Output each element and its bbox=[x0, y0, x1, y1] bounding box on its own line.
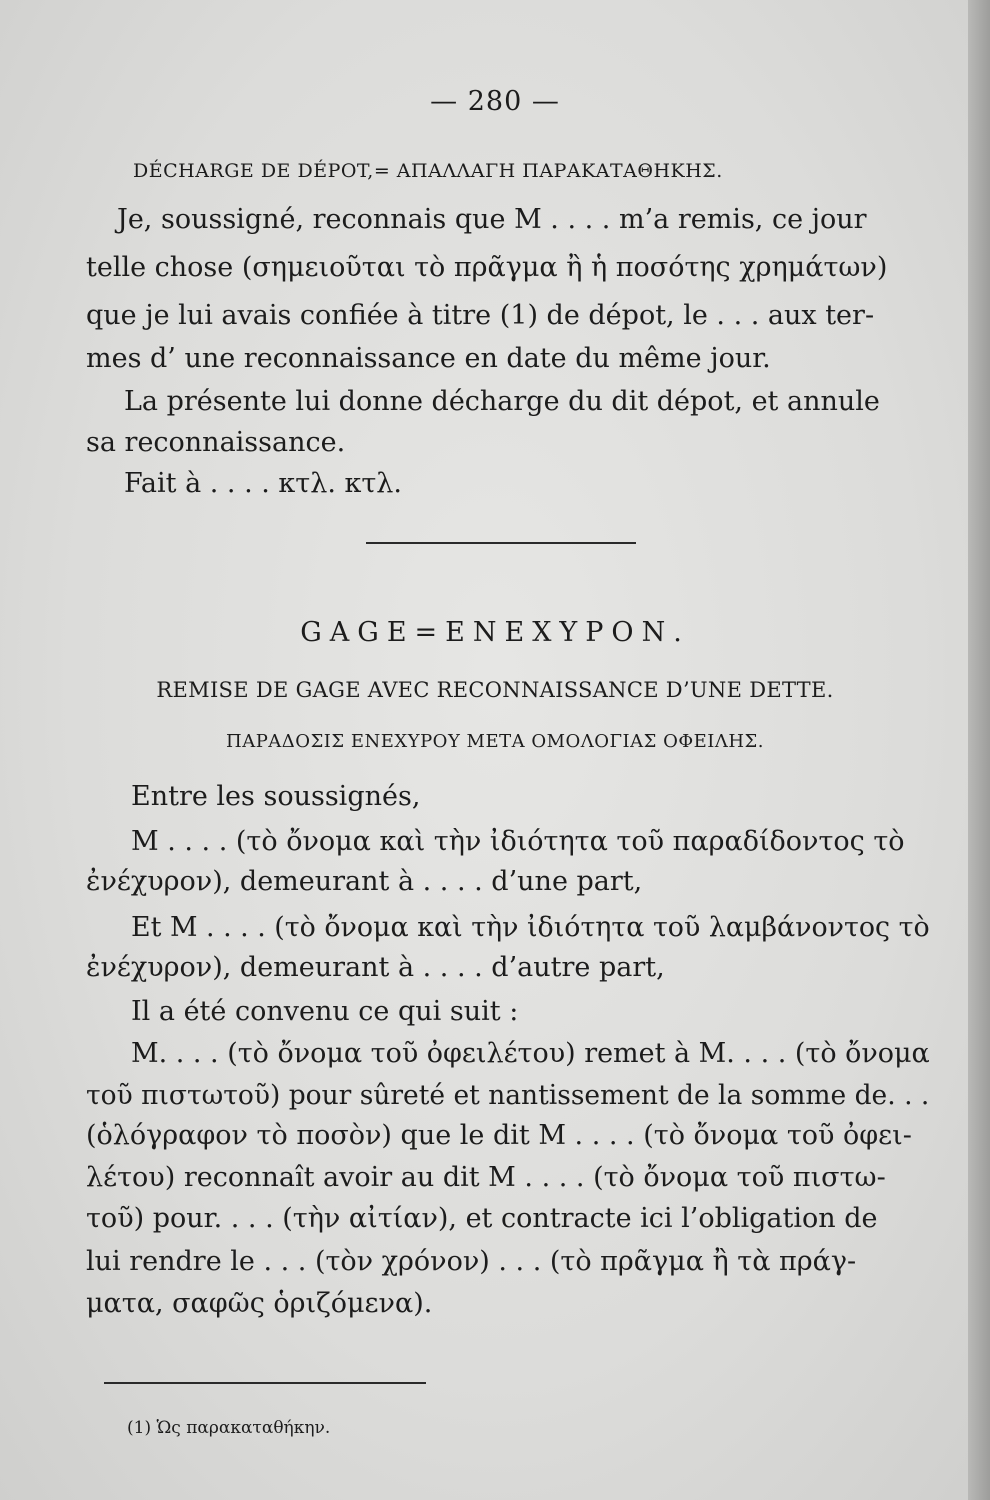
paragraph-line: sa reconnaissance. bbox=[86, 427, 346, 458]
section-title-gage: GAGE=ΕΝΕΧΥΡΟΝ. bbox=[300, 617, 690, 648]
paragraph-line: La présente lui donne décharge du dit dépot, et annule bbox=[124, 386, 880, 417]
paragraph-line: Je, soussigné, reconnais que M . . . . m’a remis, ce jour bbox=[117, 204, 867, 235]
paragraph-line: lui rendre le . . . (τὸν χρόνον) . . . (τὸ πρᾶγμα ἢ τὰ πράγ- bbox=[86, 1246, 857, 1277]
footnote-rule bbox=[104, 1382, 426, 1384]
paragraph-line: τοῦ) pour. . . . (τὴν αἰτίαν), et contracte ici l’obligation de bbox=[86, 1203, 878, 1234]
paragraph-line: ἐνέχυρον), demeurant à . . . . d’autre part, bbox=[86, 952, 665, 983]
section-subtitle: REMISE DE GAGE AVEC RECONNAISSANCE D’UNE DETTE. bbox=[156, 678, 834, 702]
section-heading-decharge: DÉCHARGE DE DÉPOT,= ΑΠΑΛΛΑΓΗ ΠΑΡΑΚΑΤΑΘΗΚΗΣ. bbox=[133, 160, 723, 182]
paragraph-line: Il a été convenu ce qui suit : bbox=[131, 996, 519, 1027]
paragraph-line: τοῦ πιστωτοῦ) pour sûreté et nantissement de la somme de. . . bbox=[86, 1080, 930, 1111]
paragraph-line: M . . . . (τὸ ὄνομα καὶ τὴν ἰδιότητα τοῦ παραδίδοντος τὸ bbox=[131, 826, 905, 857]
paragraph-line: ἐνέχυρον), demeurant à . . . . d’une part, bbox=[86, 866, 643, 897]
paragraph-line: ματα, σαφῶς ὁριζόμενα). bbox=[86, 1288, 433, 1319]
section-divider bbox=[366, 542, 636, 544]
paragraph-line: mes d’ une reconnaissance en date du même jour. bbox=[86, 343, 771, 374]
paragraph-line: que je lui avais confiée à titre (1) de dépot, le . . . aux ter- bbox=[86, 300, 875, 331]
footnote: (1) Ὡς παρακαταθήκην. bbox=[127, 1418, 331, 1438]
paragraph-line: λέτου) reconnaît avoir au dit M . . . . (τὸ ὄνομα τοῦ πιστω- bbox=[86, 1162, 886, 1193]
paragraph-line: Fait à . . . . κτλ. κτλ. bbox=[124, 468, 403, 499]
section-subtitle-greek: ΠΑΡΑΔΟΣΙΣ ΕΝΕΧΥΡΟΥ ΜΕΤΑ ΟΜΟΛΟΓΙΑΣ ΟΦΕΙΛΗΣ. bbox=[226, 731, 764, 752]
page-number: — 280 — bbox=[430, 86, 560, 117]
paragraph-line: (ὁλόγραφον τὸ ποσὸν) que le dit M . . . . (τὸ ὄνομα τοῦ ὀφει- bbox=[86, 1120, 912, 1151]
paragraph-line: M. . . . (τὸ ὄνομα τοῦ ὀφειλέτου) remet à M. . . . (τὸ ὄνομα bbox=[131, 1038, 930, 1069]
paragraph-line: Et M . . . . (τὸ ὄνομα καὶ τὴν ἰδιότητα τοῦ λαμβάνοντος τὸ bbox=[131, 912, 930, 943]
paragraph-line: Entre les soussignés, bbox=[131, 781, 421, 812]
paragraph-line: telle chose (σημειοῦται τὸ πρᾶγμα ἢ ἡ ποσότης χρημάτων) bbox=[86, 252, 888, 283]
